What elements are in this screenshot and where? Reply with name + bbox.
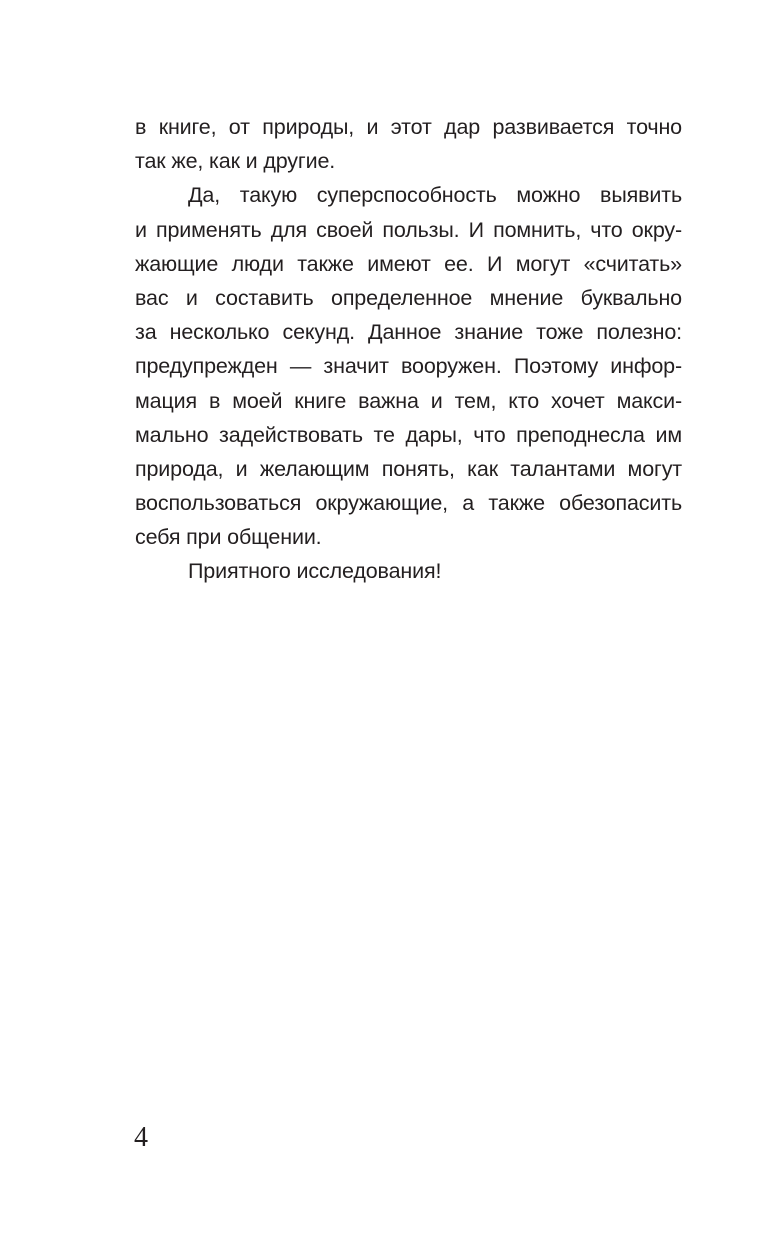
page-number: 4 [134, 1122, 148, 1153]
text-line: за несколько секунд. Данное знание тоже полезно: [135, 320, 682, 345]
text-line: жающие люди также имеют ее. И могут «считать» [135, 251, 682, 276]
text-line: себя при общении. [135, 525, 322, 550]
text-line: вас и составить определенное мнение буквально [135, 285, 682, 310]
text-line: мация в моей книге важна и тем, кто хочет макси- [135, 388, 682, 413]
text-line: Приятного исследования! [188, 559, 442, 584]
paragraph-closing [135, 554, 682, 588]
text-line: предупрежден — значит вооружен. Поэтому инфор- [135, 354, 682, 379]
text-line: так же, как и другие. [135, 149, 336, 174]
text-line: Да, такую суперспособность можно выявить [188, 183, 682, 208]
text-line: природа, и желающим понять, как талантами могут [135, 456, 682, 481]
text-line: в книге, от природы, и этот дар развивается точно [135, 115, 682, 139]
page-body-text [135, 110, 682, 589]
text-line: мально задействовать те дары, что преподнесла им [135, 422, 682, 447]
text-line: воспользоваться окружающие, а также обезопасить [135, 491, 682, 516]
paragraph-superpower [135, 178, 682, 554]
paragraph-continuation [135, 110, 682, 178]
text-line: и применять для своей пользы. И помнить, что окру- [135, 217, 682, 242]
